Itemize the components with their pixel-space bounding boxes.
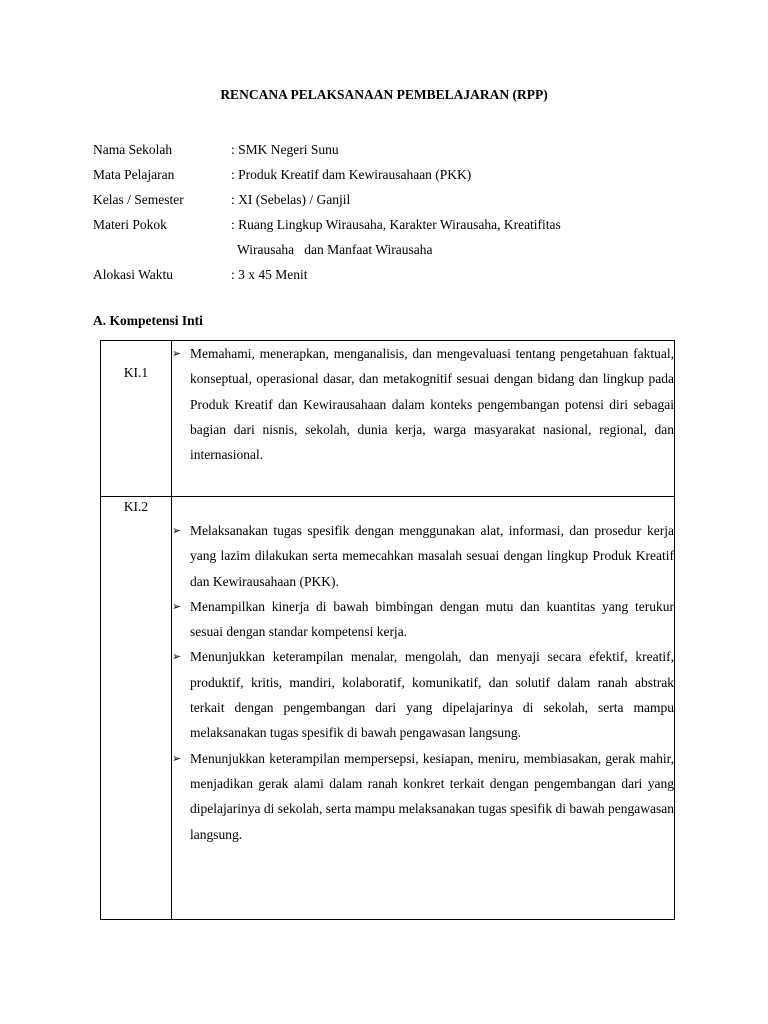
ki-description — [172, 341, 675, 497]
table-row — [101, 341, 675, 497]
list-item — [172, 594, 674, 645]
identity-value: : Ruang Lingkup Wirausaha, Karakter Wirausaha, Kreatifitas — [231, 217, 561, 232]
identity-block — [93, 137, 653, 287]
identity-value: : Produk Kreatif dam Kewirausahaan (PKK) — [231, 167, 472, 182]
section-heading: A. Kompetensi Inti — [93, 313, 203, 328]
identity-row-class — [93, 187, 653, 212]
list-item-text: Menunjukkan keterampilan mempersepsi, kesiapan, meniru, membiasakan, gerak mahir, menjadikan gerak alami dalam ranah konkret terkait dengan pengembangan dari yang dipelajarinya di sekolah, serta mampu melaksanakan tugas spesifik di bawah pengawasan langsung. — [190, 750, 674, 842]
identity-row-material — [93, 212, 653, 237]
table-row — [101, 497, 675, 920]
identity-label: Alokasi Waktu — [93, 267, 174, 282]
identity-row-school — [93, 137, 653, 162]
identity-label: Kelas / Semester — [93, 192, 184, 207]
arrowhead-bullet-icon: ➢ — [172, 751, 182, 765]
arrowhead-bullet-icon: ➢ — [172, 599, 182, 613]
list-item-text: Menampilkan kinerja di bawah bimbingan dengan mutu dan kuantitas yang terukur sesuai dengan standar kompetensi kerja. — [190, 598, 674, 640]
ki-description — [172, 497, 675, 920]
list-item-text: Menunjukkan keterampilan menalar, mengolah, dan menyaji secara efektif, kreatif, produktif, kritis, mandiri, kolaboratif, komunikatif, dan solutif dalam ranah abstrak terkait dengan pengembangan dari yang dipelajarinya di sekolah, serta mampu melaksanakan tugas spesifik di bawah pengawasan langsung. — [190, 649, 674, 741]
list-item-text: Melaksanakan tugas spesifik dengan menggunakan alat, informasi, dan prosedur kerja yang lazim dilakukan serta memecahkan masalah sesuai dengan lingkup Produk Kreatif dan Kewirausahaan (PKK). — [190, 523, 674, 589]
identity-value-continuation: Wirausaha dan Manfaat Wirausaha — [237, 242, 433, 257]
identity-row-subject — [93, 162, 653, 187]
document-title: RENCANA PELAKSANAAN PEMBELAJARAN (RPP) — [220, 87, 548, 102]
identity-label: Materi Pokok — [93, 217, 167, 232]
identity-label: Mata Pelajaran — [93, 167, 175, 182]
arrowhead-bullet-icon: ➢ — [172, 347, 182, 360]
list-item — [172, 518, 674, 594]
list-item — [172, 644, 674, 745]
identity-value: : XI (Sebelas) / Ganjil — [231, 192, 351, 207]
list-item — [172, 746, 674, 847]
identity-value: : 3 x 45 Menit — [231, 267, 308, 282]
kompetensi-inti-table — [100, 340, 675, 920]
identity-row-time — [93, 262, 653, 287]
list-item-text: Memahami, menerapkan, menganalisis, dan mengevaluasi tentang pengetahuan faktual, konseptual, operasional dasar, dan metakognitif sesuai dengan bidang dan lingkup pada Produk Kreatif dan Kewirausahaan dalam konteks pengembangan potensi diri sebagai bagian dari nisnis, sekolah, dunia kerja, warga masyarakat nasional, regional, dan internasional. — [190, 346, 674, 463]
arrowhead-bullet-icon: ➢ — [172, 524, 182, 537]
identity-value: : SMK Negeri Sunu — [231, 142, 339, 157]
arrowhead-bullet-icon: ➢ — [172, 650, 182, 664]
list-item — [172, 341, 674, 467]
ki-code: KI.2 — [101, 497, 172, 920]
identity-label: Nama Sekolah — [93, 142, 173, 157]
ki-code: KI.1 — [101, 341, 172, 497]
